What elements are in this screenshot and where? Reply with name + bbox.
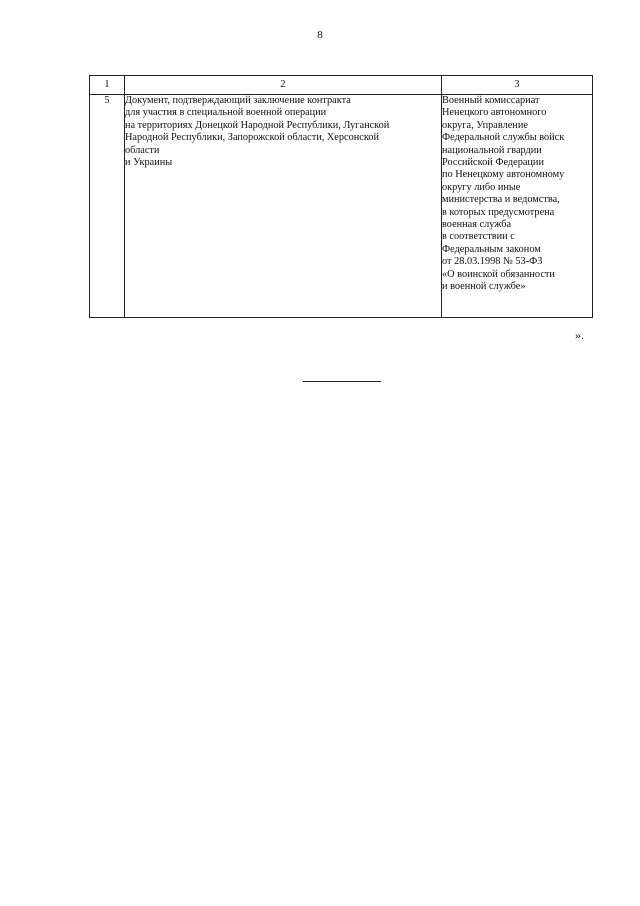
authority-line: национальной гвардии bbox=[442, 144, 542, 156]
document-description-line: Народной Республики, Запорожской области, Херсонской bbox=[125, 132, 379, 144]
document-description-line: Документ, подтверждающий заключение контракта bbox=[125, 95, 351, 106]
authority-line: в которых предусмотрена bbox=[442, 206, 555, 218]
document-description-line: и Украины bbox=[125, 157, 173, 169]
authority-line: округу либо иные bbox=[442, 181, 521, 193]
column-header-1: 1 bbox=[90, 76, 125, 95]
column-header-3: 3 bbox=[442, 76, 593, 95]
document-description-line: для участия в специальной военной операции bbox=[125, 107, 327, 119]
end-of-document-rule bbox=[303, 381, 381, 382]
closing-quote-mark: ». bbox=[575, 328, 584, 342]
table-header-row bbox=[90, 76, 593, 95]
authority-line: Ненецкого автономного bbox=[442, 107, 547, 119]
authority-line: «О воинской обязанности bbox=[442, 268, 555, 280]
page-number: 8 bbox=[317, 29, 323, 41]
authority-line: по Ненецкому автономному bbox=[442, 169, 565, 181]
authority-line: министерства и ведомства, bbox=[442, 194, 560, 206]
document-table bbox=[89, 75, 593, 318]
document-description-line: на территориях Донецкой Народной Республики, Луганской bbox=[125, 119, 390, 131]
issuing-authority-cell bbox=[442, 95, 593, 318]
authority-line: от 28.03.1998 № 53-ФЗ bbox=[442, 256, 543, 268]
table-row bbox=[90, 95, 593, 318]
authority-line: Военный комиссариат bbox=[442, 95, 540, 106]
authority-line: военная служба bbox=[442, 219, 512, 231]
authority-line: в соответствии с bbox=[442, 231, 515, 243]
authority-line: Федеральной службы войск bbox=[442, 132, 565, 144]
column-header-2: 2 bbox=[125, 76, 442, 95]
document-description-line: области bbox=[125, 144, 160, 156]
authority-line: округа, Управление bbox=[442, 119, 528, 131]
document-description-cell bbox=[125, 95, 442, 318]
authority-line: Федеральным законом bbox=[442, 243, 541, 255]
authority-line: и военной службе» bbox=[442, 281, 526, 293]
row-number: 5 bbox=[90, 95, 125, 318]
authority-line: Российской Федерации bbox=[442, 157, 544, 169]
